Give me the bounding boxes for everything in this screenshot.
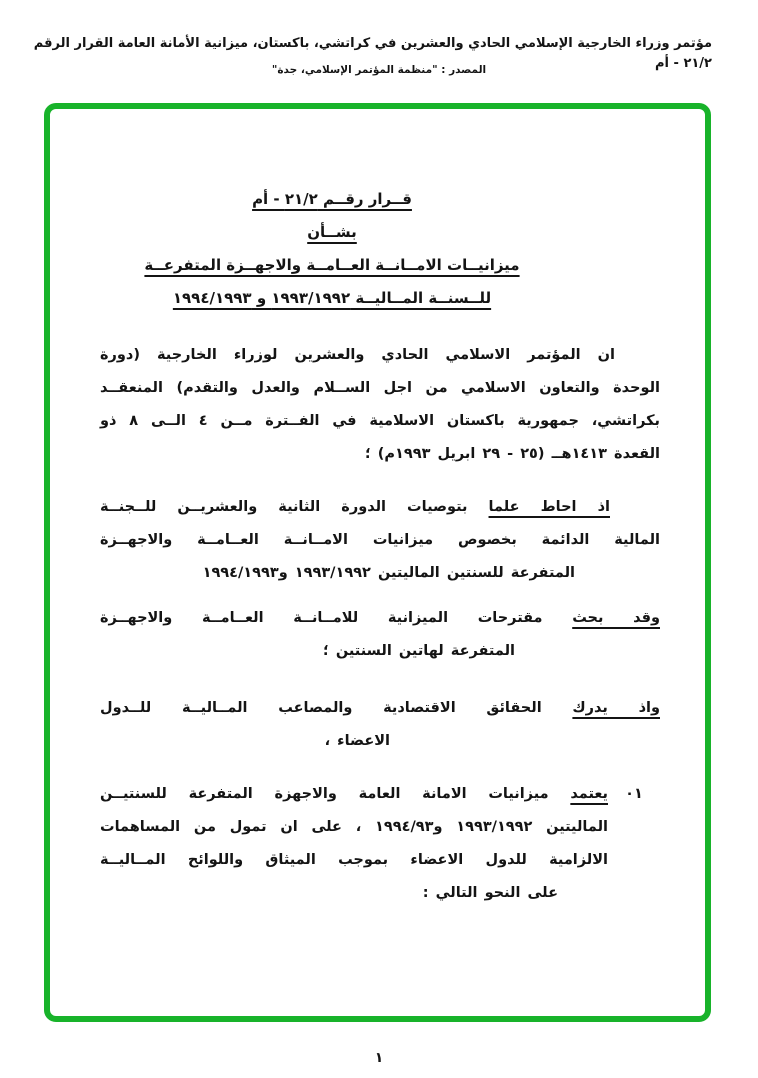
item-body: يعتمد ميزانيات الامانة العامة والاجهزة المتفرعة للسنتيــن الماليتين ١٩٩٣/١٩٩٢ و١٩٩٤/٩٣ ، على ان تمول من المساهمات الالزامية للدول الاعضاء بموجب الميثاق واللوائح المــاليــة على النحو التالي : <box>100 786 608 901</box>
title-line-subject: ميزانيــات الامــانــة العــامــة والاجهــزة المتفرعــة <box>144 256 520 274</box>
item-number: ٠١ <box>625 786 643 802</box>
operative-item-1 <box>100 778 660 910</box>
title-line-fiscal-years: للــسنــة المــاليــة ١٩٩٣/١٩٩٢ و ١٩٩٤/١٩٩٣ <box>172 289 492 307</box>
preamble-paragraph-aware: واذ يدرك الحقائق الاقتصادية والمصاعب المــاليــة للــدول الاعضاء ، <box>100 700 660 749</box>
underlined-lead-phrase: واذ يدرك <box>572 700 660 716</box>
title-line-regarding: بشــأن <box>307 223 357 241</box>
preamble-paragraph-taking-note: اذ احاط علما بتوصيات الدورة الثانية والعشريــن للــجنــة المالية الدائمة بخصوص ميزانيات الامــانــة العــامــة والاجهــزة المتفرعة للسنتين الماليتين ١٩٩٣/١٩٩٢ و١٩٩٤/١٩٩٣ <box>100 499 660 581</box>
document-source-line: المصدر : "منظمة المؤتمر الإسلامي، جدة" <box>271 64 487 76</box>
document-header-line: مؤتمر وزراء الخارجية الإسلامي الحادي والعشرين في كراتشي، باكستان، ميزانية الأمانة العامة القرار الرقم ٢١/٢ - أم <box>33 36 712 71</box>
preamble-paragraph-having-examined: وقد بحث مقترحات الميزانية للامــانــة العــامــة والاجهــزة المتفرعة لهاتين السنتين ؛ <box>100 610 660 659</box>
underlined-lead-phrase: اذ احاط علما <box>488 499 610 515</box>
green-border-frame <box>44 103 711 1022</box>
underlined-lead-phrase: وقد بحث <box>572 610 660 626</box>
title-line-number: قــرار رقــم ٢١/٢ - أم <box>252 190 412 208</box>
resolution-title-block <box>52 183 612 315</box>
underlined-lead-phrase: يعتمد <box>570 786 608 802</box>
preamble-paragraph-conference: ان المؤتمر الاسلامي الحادي والعشرين لوزراء الخارجية (دورة الوحدة والتعاون الاسلامي من اجل الســلام والعدل والتقدم) المنعقــد بكراتشي، جمهورية باكستان الاسلامية في الفــترة مــن ٤ الــى ٨ ذو القعدة ١٤١٣هــ (٢٥ - ٢٩ ابريل ١٩٩٣م) ؛ <box>100 347 660 462</box>
page-number: ١ <box>374 1050 384 1066</box>
